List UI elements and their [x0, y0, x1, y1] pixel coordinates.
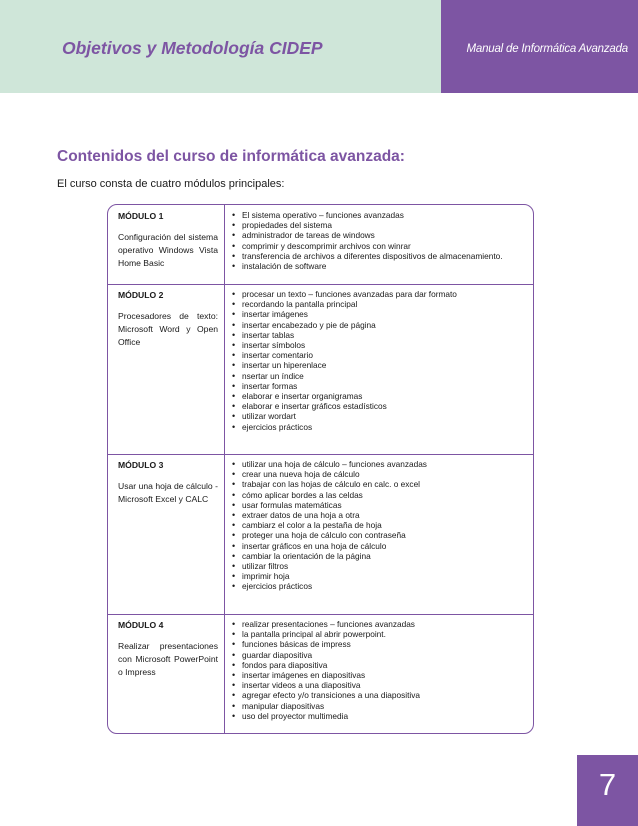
topic-item: • agregar efecto y/o transiciones a una diapositiva [232, 690, 530, 700]
module-row [108, 614, 533, 734]
module-topics [232, 210, 530, 271]
topic-item: • administrador de tareas de windows [232, 230, 530, 240]
topic-item: • nsertar un índice [232, 371, 530, 381]
module-name: MÓDULO 3 [118, 460, 164, 470]
topic-item: • utilizar wordart [232, 411, 530, 421]
topic-item: • insertar un hiperenlace [232, 360, 530, 370]
topic-item: • extraer datos de una hoja a otra [232, 510, 530, 520]
topic-item: • utilizar una hoja de cálculo – funciones avanzadas [232, 459, 530, 469]
topic-item: • fondos para diapositiva [232, 660, 530, 670]
topic-item: • insertar imágenes [232, 309, 530, 319]
module-row [108, 205, 533, 284]
module-description: Configuración del sistema operativo Windows Vista Home Basic [118, 232, 218, 268]
topic-item: • imprimir hoja [232, 571, 530, 581]
topic-item: • procesar un texto – funciones avanzadas para dar formato [232, 289, 530, 299]
module-info [118, 459, 218, 506]
module-row [108, 284, 533, 454]
module-info [118, 210, 218, 270]
modules-table [107, 204, 534, 734]
topic-item: • proteger una hoja de cálculo con contraseña [232, 530, 530, 540]
intro-text: El curso consta de cuatro módulos principales: [57, 178, 285, 190]
topic-item: • propiedades del sistema [232, 220, 530, 230]
manual-title: Manual de Informática Avanzada [466, 43, 628, 55]
topic-item: • trabajar con las hojas de cálculo en calc. o excel [232, 479, 530, 489]
topic-item: • utilizar filtros [232, 561, 530, 571]
module-info [118, 289, 218, 349]
topic-item: • comprimir y descomprimir archivos con winrar [232, 241, 530, 251]
topic-item: • ejercicios prácticos [232, 422, 530, 432]
topic-item: • El sistema operativo – funciones avanzadas [232, 210, 530, 220]
topic-item: • insertar gráficos en una hoja de cálculo [232, 541, 530, 551]
module-row [108, 454, 533, 614]
topic-item: • ejercicios prácticos [232, 581, 530, 591]
module-description: Usar una hoja de cálculo - Microsoft Excel y CALC [118, 481, 218, 504]
manual-tab [441, 0, 638, 93]
topic-item: • insertar imágenes en diapositivas [232, 670, 530, 680]
module-topics [232, 619, 530, 721]
page-number: 7 [598, 767, 617, 802]
topic-item: • insertar formas [232, 381, 530, 391]
topic-item: • transferencia de archivos a diferentes dispositivos de almacenamiento. [232, 251, 530, 261]
topic-item: • manipular diapositivas [232, 701, 530, 711]
page-number-tab [577, 755, 638, 826]
topic-item: • cómo aplicar bordes a las celdas [232, 490, 530, 500]
chapter-title: Objetivos y Metodología CIDEP [62, 38, 323, 58]
module-topics [232, 289, 530, 432]
topic-item: • elaborar e insertar organigramas [232, 391, 530, 401]
topic-item: • recordando la pantalla principal [232, 299, 530, 309]
topic-item: • realizar presentaciones – funciones avanzadas [232, 619, 530, 629]
topic-item: • cambiarz el color a la pestaña de hoja [232, 520, 530, 530]
section-title: Contenidos del curso de informática avanzada: [57, 148, 405, 165]
module-topics [232, 459, 530, 592]
topic-item: • insertar encabezado y pie de página [232, 320, 530, 330]
topic-item: • insertar videos a una diapositiva [232, 680, 530, 690]
topic-item: • uso del proyector multimedia [232, 711, 530, 721]
module-name: MÓDULO 2 [118, 290, 164, 300]
topic-item: • crear una nueva hoja de cálculo [232, 469, 530, 479]
module-info [118, 619, 218, 679]
topic-item: • cambiar la orientación de la página [232, 551, 530, 561]
module-description: Realizar presentaciones con Microsoft PowerPoint o Impress [118, 641, 218, 677]
topic-item: • elaborar e insertar gráficos estadísticos [232, 401, 530, 411]
module-name: MÓDULO 4 [118, 620, 164, 630]
topic-item: • la pantalla principal al abrir powerpoint. [232, 629, 530, 639]
topic-item: • insertar comentario [232, 350, 530, 360]
topic-item: • guardar diapositiva [232, 650, 530, 660]
topic-item: • usar formulas matemáticas [232, 500, 530, 510]
topic-item: • insertar tablas [232, 330, 530, 340]
module-description: Procesadores de texto: Microsoft Word y Open Office [118, 311, 218, 347]
topic-item: • funciones básicas de impress [232, 639, 530, 649]
module-name: MÓDULO 1 [118, 211, 164, 221]
topic-item: • instalación de software [232, 261, 530, 271]
topic-item: • insertar símbolos [232, 340, 530, 350]
